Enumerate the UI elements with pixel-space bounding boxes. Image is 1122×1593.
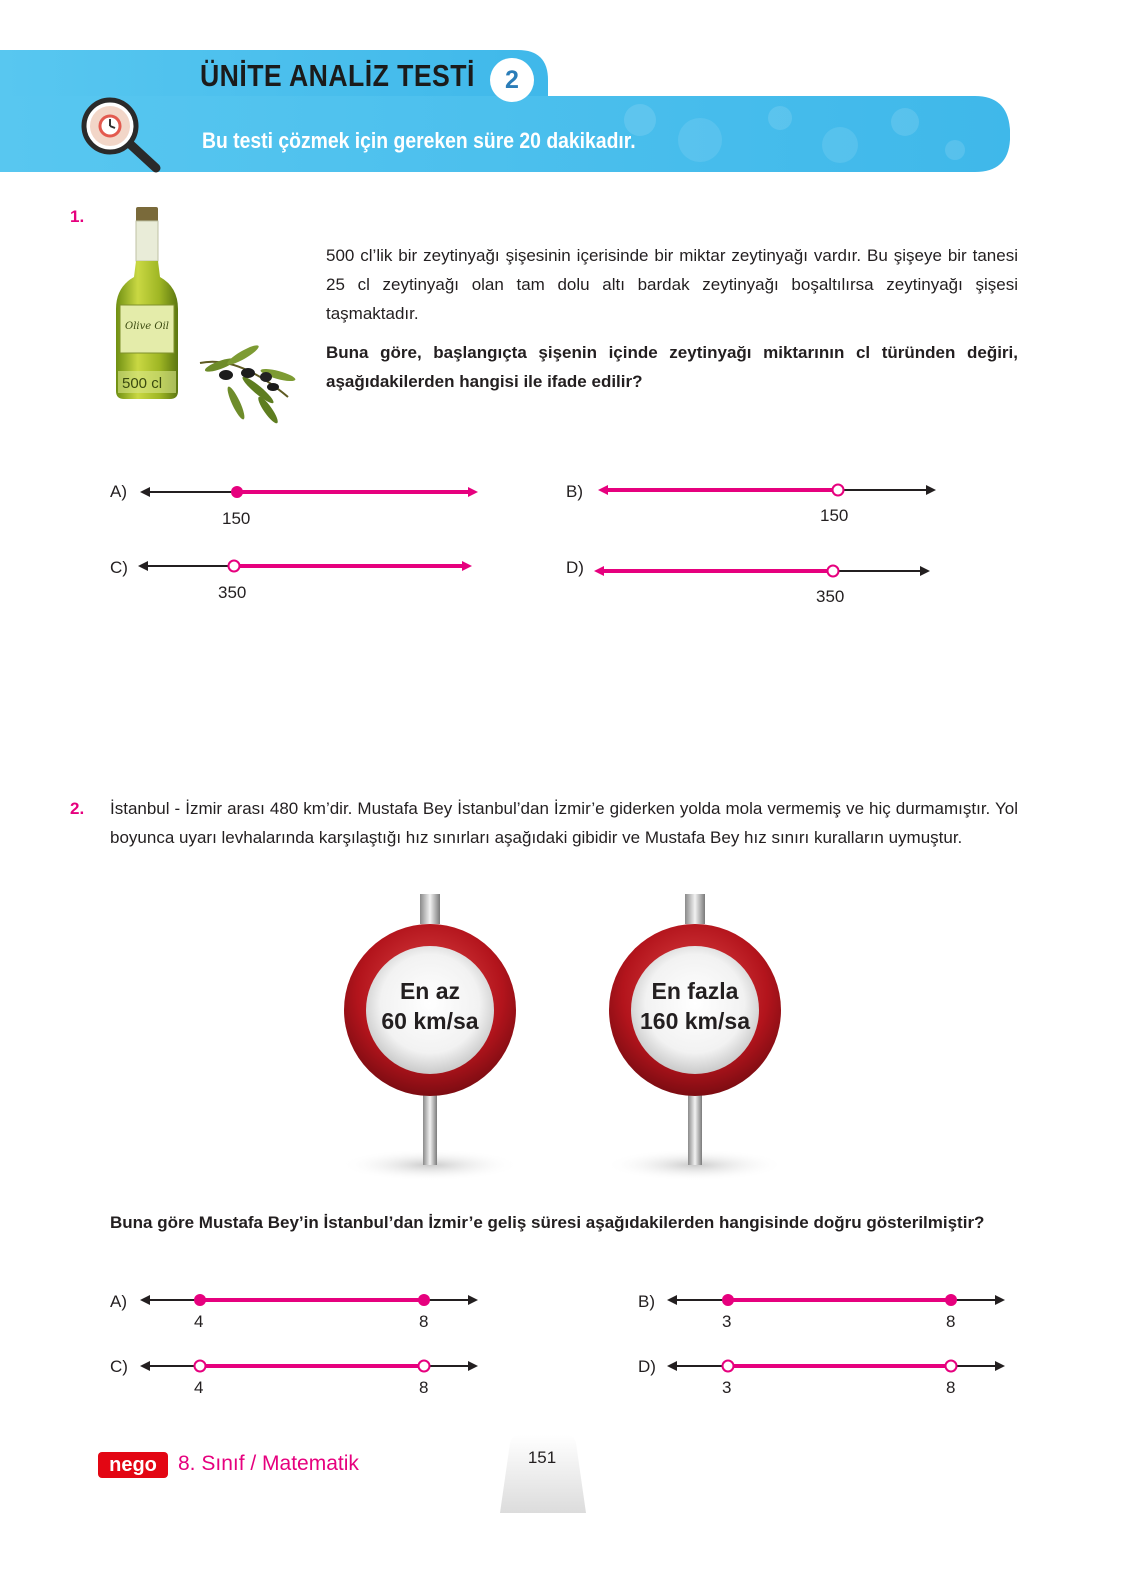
test-title: ÜNİTE ANALİZ TESTİ: [200, 58, 475, 93]
open-point: [833, 485, 844, 496]
open-point: [946, 1361, 957, 1372]
min-speed-sign-line2: 60 km/sa: [381, 1008, 479, 1034]
open-point: [195, 1361, 206, 1372]
q1-option-b-label[interactable]: B): [566, 482, 583, 501]
q2-option-d-number-line[interactable]: [667, 1354, 1012, 1378]
filled-point: [418, 1294, 430, 1306]
q2-option-d-label[interactable]: D): [638, 1357, 656, 1376]
question-2-number: 2.: [70, 799, 85, 818]
bottle-label: Olive Oil: [125, 321, 169, 332]
q2-option-a-label[interactable]: A): [110, 1292, 127, 1311]
q1-option-a-label[interactable]: A): [110, 482, 127, 501]
question-1-number: 1.: [70, 207, 85, 226]
q2-option-c-number-line[interactable]: [140, 1354, 485, 1378]
q1-option-a-value: 150: [222, 509, 251, 528]
speed-limit-signs-image: [330, 890, 800, 1185]
q2-option-b-label[interactable]: B): [638, 1292, 655, 1311]
question-2-text: İstanbul - İzmir arası 480 km’dir. Mustafa Bey İstanbul’dan İzmir’e giderken yolda mola vermemiş ve hiç durmamıştır. Yol boyunca uyarı levhalarında karşılaştığı hız sınırları aşağıdaki gibidir ve Mustafa Bey hız sınırı kuralların uymuştur.: [110, 799, 1018, 847]
q1-option-d-label[interactable]: D): [566, 558, 584, 577]
q1-option-d-value: 350: [816, 587, 845, 606]
publisher-logo: nego: [98, 1452, 168, 1478]
question-1-prompt: Buna göre, başlangıçta şişenin içinde zeytinyağı miktarının cl türünden değiri, aşağıdakilerden hangisi ile ifade edilir?: [326, 343, 1018, 391]
time-instruction: Bu testi çözmek için gereken süre 20 dakikadır.: [202, 128, 636, 153]
test-number-badge: 2: [490, 58, 534, 102]
open-point: [723, 1361, 734, 1372]
min-speed-sign-line1: En az: [399, 978, 461, 1004]
bottle-capacity: 500 cl: [122, 375, 163, 392]
q2-option-b-number-line[interactable]: [667, 1288, 1012, 1312]
q2-option-c-right-value: 8: [419, 1378, 429, 1397]
q2-option-d-left-value: 3: [722, 1378, 732, 1397]
q2-option-a-number-line[interactable]: [140, 1288, 485, 1312]
filled-point: [231, 486, 243, 498]
page-number: 151: [527, 1448, 557, 1467]
q2-option-a-right-value: 8: [419, 1312, 429, 1331]
open-point: [828, 566, 839, 577]
q2-option-b-left-value: 3: [722, 1312, 732, 1331]
page-number-tab: [500, 1435, 586, 1513]
q2-option-c-label[interactable]: C): [110, 1357, 128, 1376]
q2-option-d-right-value: 8: [946, 1378, 956, 1397]
olive-oil-bottle-image: [108, 205, 303, 435]
q1-option-a-number-line[interactable]: [140, 480, 485, 504]
q1-option-c-label[interactable]: C): [110, 558, 128, 577]
q2-option-c-left-value: 4: [194, 1378, 204, 1397]
max-speed-sign-line2: 160 km/sa: [640, 1008, 750, 1034]
q1-option-c-number-line[interactable]: [138, 554, 483, 578]
q2-option-b-right-value: 8: [946, 1312, 956, 1331]
q1-option-b-value: 150: [820, 506, 849, 525]
question-2-prompt: Buna göre Mustafa Bey’in İstanbul’dan İzmir’e geliş süresi aşağıdakilerden hangisinde doğru gösterilmiştir?: [110, 1213, 985, 1232]
filled-point: [194, 1294, 206, 1306]
q1-option-b-number-line[interactable]: [598, 478, 943, 502]
q1-option-c-value: 350: [218, 583, 247, 602]
question-1-text: 500 cl’lik bir zeytinyağı şişesinin içerisinde bir miktar zeytinyağı vardır. Bu şişeye bir tanesi 25 cl zeytinyağı olan tam dolu altı bardak zeytinyağı boşaltılırsa zeytinyağı şişesi taşmaktadır.: [326, 246, 1018, 323]
max-speed-sign-line1: En fazla: [651, 978, 739, 1004]
max-speed-sign-text: [625, 976, 765, 1036]
filled-point: [722, 1294, 734, 1306]
magnifier-clock-icon: [78, 96, 164, 174]
q2-option-a-left-value: 4: [194, 1312, 204, 1331]
course-label: 8. Sınıf / Matematik: [178, 1452, 359, 1475]
open-point: [229, 561, 240, 572]
filled-point: [945, 1294, 957, 1306]
open-point: [419, 1361, 430, 1372]
q1-option-d-number-line[interactable]: [594, 559, 939, 583]
min-speed-sign-text: [360, 976, 500, 1036]
